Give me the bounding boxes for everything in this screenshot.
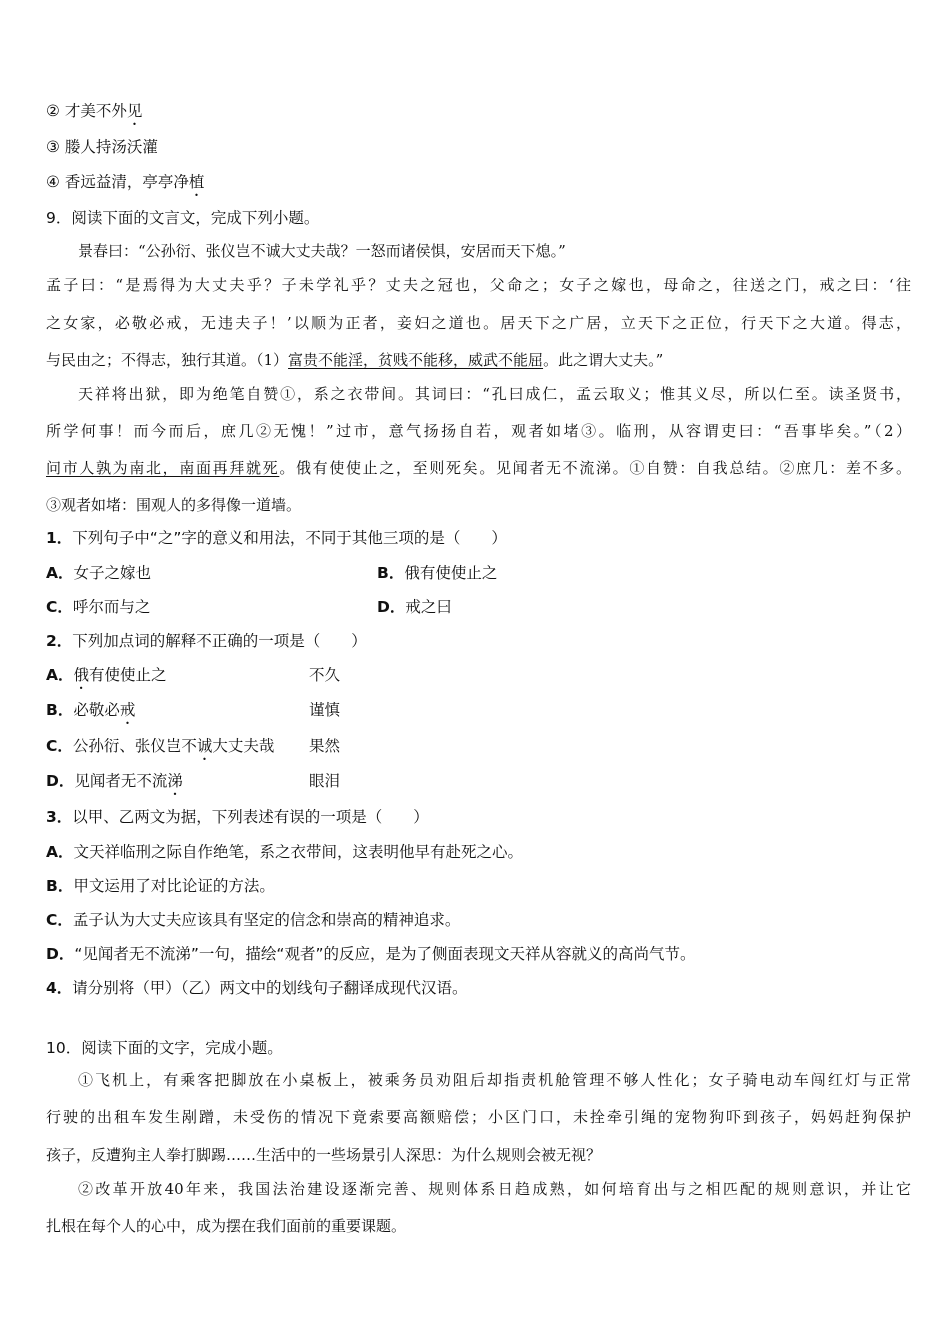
gloss: 谨慎 bbox=[309, 701, 341, 719]
q9-title: 9．阅读下面的文言文，完成下列小题。 bbox=[46, 209, 320, 227]
q10-passage-p2-line-1: ②改革开放40年来，我国法治建设逐渐完善、规则体系日趋成熟，如何培育出与之相匹配的规则意识，并让它 bbox=[78, 1180, 911, 1198]
item-2: ② 才美不外见 bbox=[46, 102, 143, 120]
q9-passage-yi-line-2: 所学何事！而今而后，庶几②无愧！”过市，意气扬扬自若，观者如堵③。临刑，从容谓吏曰：“吾事毕矣。”（2） bbox=[46, 422, 911, 440]
q9-sub3-option-d[interactable]: D．“见闻者无不流涕”一句，描绘“观者”的反应，是为了侧面表现文天祥从容就义的高尚气节。 bbox=[46, 945, 696, 963]
q9-passage-yi-line-3: 问市人孰为南北，南面再拜就死。俄有使使止之，至则死矣。见闻者无不流涕。①自赞：自我总结。②庶几：差不多。 bbox=[46, 459, 911, 477]
gloss: 眼泪 bbox=[309, 772, 341, 790]
q9-sub2-option-c[interactable]: C．公孙衍、张仪岂不诚大丈夫哉 果然 bbox=[46, 737, 341, 755]
underlined-sentence-2: 问市人孰为南北，南面再拜就死 bbox=[46, 459, 280, 477]
q9-sub4-stem: 4．请分别将（甲）（乙）两文中的划线句子翻译成现代汉语。 bbox=[46, 979, 468, 997]
q9-passage-jia-line-1: 景春曰：“公孙衍、张仪岂不诚大丈夫哉？一怒而诸侯惧，安居而天下熄。” bbox=[78, 242, 566, 260]
option-a[interactable]: A．女子之嫁也 bbox=[46, 564, 152, 582]
q10-passage-p2-line-2: 扎根在每个人的心中，成为摆在我们面前的重要课题。 bbox=[46, 1217, 407, 1235]
dotted-char: 涕 bbox=[167, 772, 183, 790]
option-d[interactable]: D．戒之曰 bbox=[377, 598, 452, 616]
dotted-char: 诚 bbox=[196, 737, 213, 755]
q10-passage-p1-line-1: ①飞机上，有乘客把脚放在小桌板上，被乘务员劝阻后却指责机舱管理不够人性化；女子骑电动车闯红灯与正常 bbox=[78, 1071, 911, 1089]
q9-passage-jia-line-3: 之女家，必敬必戒，无违夫子！’以顺为正者，妾妇之道也。居天下之广居，立天下之正位，行天下之大道。得志， bbox=[46, 314, 911, 332]
dotted-char: 俄 bbox=[73, 666, 90, 684]
gloss: 不久 bbox=[309, 666, 341, 684]
option-c[interactable]: C．呼尔而与之 bbox=[46, 598, 151, 616]
q9-passage-jia-line-2: 孟子曰：“是焉得为大丈夫乎？子未学礼乎？丈夫之冠也，父命之；女子之嫁也，母命之，往送之门，戒之曰：‘往 bbox=[46, 276, 911, 294]
dotted-char: 戒 bbox=[119, 701, 136, 719]
option-b[interactable]: B．俄有使使止之 bbox=[377, 564, 498, 582]
q9-sub1-stem: 1．下列句子中“之”字的意义和用法，不同于其他三项的是（ ） bbox=[46, 529, 507, 547]
item-3: ③ 媵人持汤沃灌 bbox=[46, 138, 158, 156]
q9-passage-yi-line-1: 天祥将出狱，即为绝笔自赞①，系之衣带间。其词曰：“孔曰成仁，孟云取义；惟其义尽，所以仁至。读圣贤书， bbox=[78, 385, 911, 403]
q9-passage-jia-line-4: 与民由之；不得志，独行其道。（1）富贵不能淫，贫贱不能移，威武不能屈。此之谓大丈夫。” bbox=[46, 351, 664, 369]
q9-sub2-option-d[interactable]: D．见闻者无不流涕 眼泪 bbox=[46, 772, 341, 790]
q9-sub2-stem: 2．下列加点词的解释不正确的一项是（ ） bbox=[46, 632, 367, 650]
q9-sub3-option-c[interactable]: C．孟子认为大丈夫应该具有坚定的信念和崇高的精神追求。 bbox=[46, 911, 461, 929]
q9-sub3-option-b[interactable]: B．甲文运用了对比论证的方法。 bbox=[46, 877, 275, 895]
q9-sub2-option-b[interactable]: B．必敬必戒 谨慎 bbox=[46, 701, 341, 719]
gloss: 果然 bbox=[309, 737, 341, 755]
q10-passage-p1-line-3: 孩子，反遭狗主人拳打脚踢……生活中的一些场景引人深思：为什么规则会被无视？ bbox=[46, 1146, 602, 1164]
q9-sub3-stem: 3．以甲、乙两文为据，下列表述有误的一项是（ ） bbox=[46, 808, 429, 826]
q10-title: 10．阅读下面的文字，完成小题。 bbox=[46, 1039, 283, 1057]
q9-sub2-option-a[interactable]: A．俄有使使止之 不久 bbox=[46, 666, 341, 684]
q10-passage-p1-line-2: 行驶的出租车发生剐蹭，未受伤的情况下竟索要高额赔偿；小区门口，未拴牵引绳的宠物狗吓到孩子，妈妈赶狗保护 bbox=[46, 1108, 911, 1126]
q9-footnote-3: ③观者如堵：围观人的多得像一道墙。 bbox=[46, 496, 302, 514]
q9-sub3-option-a[interactable]: A．文天祥临刑之际自作绝笔，系之衣带间，这表明他早有赴死之心。 bbox=[46, 843, 524, 861]
dotted-char: 见 bbox=[126, 102, 143, 120]
item-4: ④ 香远益清，亭亭净植 bbox=[46, 173, 205, 191]
dotted-char: 植 bbox=[188, 173, 205, 191]
underlined-sentence-1: 富贵不能淫，贫贱不能移，威武不能屈 bbox=[288, 351, 544, 369]
